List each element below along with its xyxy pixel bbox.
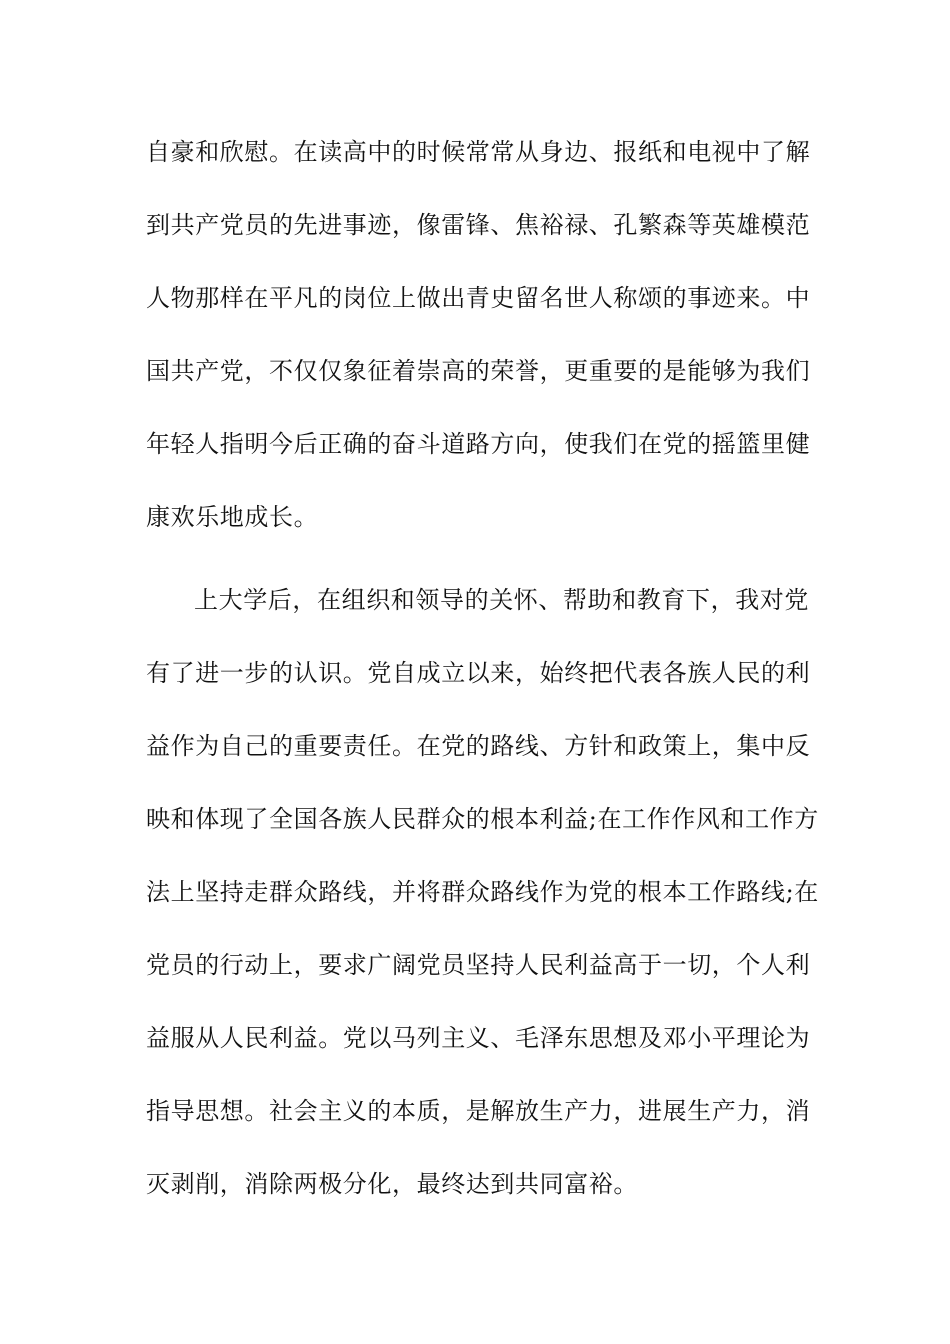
text-line: 有了进一步的认识。党自成立以来，始终把代表各族人民的利: [146, 659, 811, 687]
text-line: 康欢乐地成长。: [146, 503, 319, 531]
text-line: 国共产党，不仅仅象征着崇高的荣誉，更重要的是能够为我们: [146, 357, 811, 385]
text-line: 年轻人指明今后正确的奋斗道路方向，使我们在党的摇篮里健: [146, 430, 811, 458]
text-line: 党员的行动上，要求广阔党员坚持人民利益高于一切，个人利: [146, 951, 811, 979]
text-line: 上大学后，在组织和领导的关怀、帮助和教育下，我对党: [194, 586, 809, 614]
text-line: 自豪和欣慰。在读高中的时候常常从身边、报纸和电视中了解: [146, 138, 811, 166]
text-line: 映和体现了全国各族人民群众的根本利益;在工作作风和工作方: [146, 805, 819, 833]
text-line: 到共产党员的先进事迹，像雷锋、焦裕禄、孔繁森等英雄模范: [146, 211, 811, 239]
text-line: 法上坚持走群众路线，并将群众路线作为党的根本工作路线;在: [146, 878, 819, 906]
text-line: 指导思想。社会主义的本质，是解放生产力，进展生产力，消: [146, 1097, 811, 1125]
text-line: 人物那样在平凡的岗位上做出青史留名世人称颂的事迹来。中: [146, 284, 811, 312]
text-line: 益作为自己的重要责任。在党的路线、方针和政策上，集中反: [146, 732, 811, 760]
text-line: 益服从人民利益。党以马列主义、毛泽东思想及邓小平理论为: [146, 1024, 811, 1052]
text-line: 灭剥削，消除两极分化，最终达到共同富裕。: [146, 1170, 638, 1198]
